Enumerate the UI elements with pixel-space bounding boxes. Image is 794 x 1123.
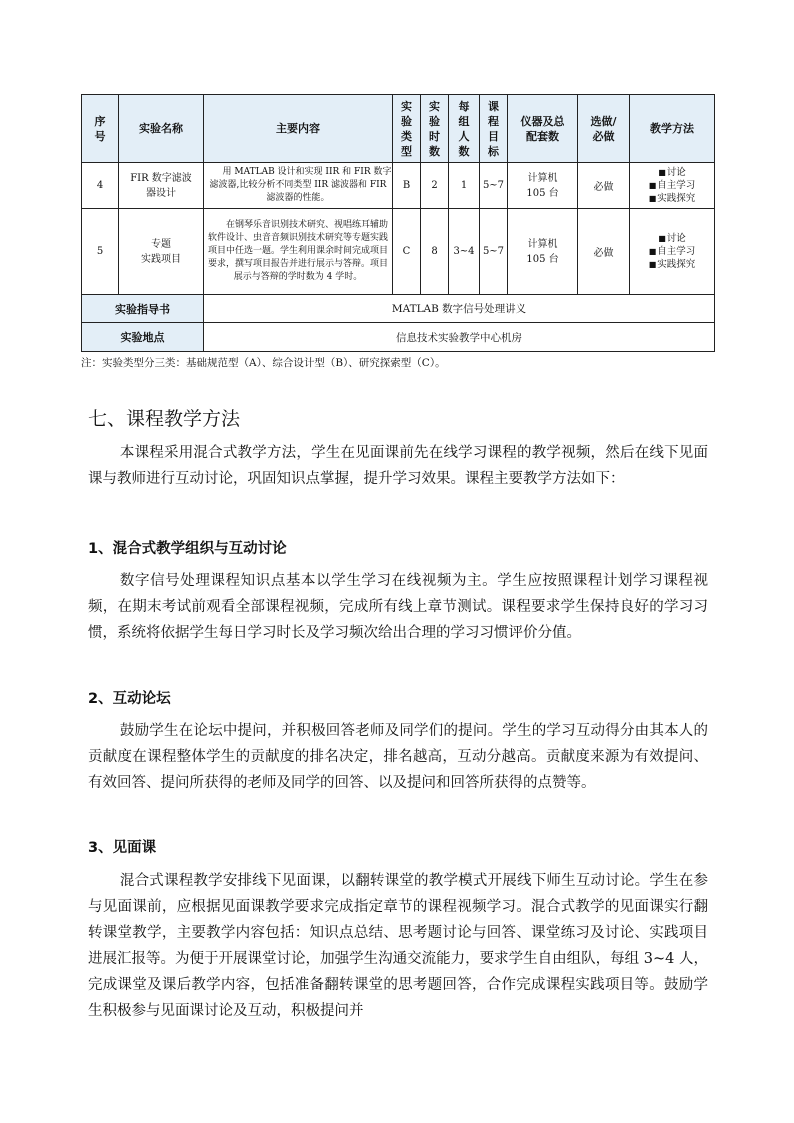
location-label: 实验地点 xyxy=(82,323,204,352)
header-method: 教学方法 xyxy=(630,95,715,163)
cell-seq: 5 xyxy=(82,209,119,295)
cell-per-group: 3~4 xyxy=(449,209,480,295)
method-item: ■ 自主学习 xyxy=(630,245,714,258)
guide-label: 实验指导书 xyxy=(82,295,204,323)
subsection-paragraph: 数字信号处理课程知识点基本以学生学习在线视频为主。学生应按照课程计划学习课程视频，在期末考试前观看全部课程视频，完成所有线上章节测试。课程要求学生保持良好的学习习惯，系统将依据学生每日学习时长及学习频次给出合理的学习习惯评价分值。 xyxy=(88,573,708,641)
method-item: ■ 自主学习 xyxy=(630,179,714,192)
cell-required: 必做 xyxy=(578,209,630,295)
cell-required: 必做 xyxy=(578,163,630,209)
method-item: ■ 实践探究 xyxy=(630,192,714,205)
equipment-line: 105 台 xyxy=(526,253,559,265)
cell-name xyxy=(119,209,204,295)
cell-hours: 2 xyxy=(421,163,449,209)
cell-hours: 8 xyxy=(421,209,449,295)
table-row xyxy=(82,209,715,295)
cell-target: 5~7 xyxy=(480,163,508,209)
subsection-title: 2、互动论坛 xyxy=(88,691,171,707)
equipment-line: 计算机 xyxy=(527,238,558,250)
method-item: ■ 讨论 xyxy=(630,232,714,245)
header-target: 课程目标 xyxy=(480,95,508,163)
header-name: 实验名称 xyxy=(119,95,204,163)
location-value: 信息技术实验教学中心机房 xyxy=(204,323,715,352)
header-per-group: 每组人数 xyxy=(449,95,480,163)
equipment-line: 计算机 xyxy=(527,172,558,184)
cell-type: B xyxy=(393,163,421,209)
table-header-row xyxy=(82,95,715,163)
subsection-title: 1、混合式教学组织与互动讨论 xyxy=(88,541,287,557)
guide-row xyxy=(82,295,715,323)
location-row xyxy=(82,323,715,352)
experiment-table xyxy=(81,94,715,352)
header-required: 选做/必做 xyxy=(578,95,630,163)
cell-target: 5~7 xyxy=(480,209,508,295)
header-equipment: 仪器及总配套数 xyxy=(508,95,578,163)
section-title: 七、课程教学方法 xyxy=(88,408,241,430)
header-type: 实验类型 xyxy=(393,95,421,163)
method-item: ■ 实践探究 xyxy=(630,258,714,271)
cell-per-group: 1 xyxy=(449,163,480,209)
header-seq: 序号 xyxy=(82,95,119,163)
cell-content: 在钢琴乐音识别技术研究、视唱练耳辅助软件设计、虫音音频识别技术研究等专题实践项目中任选一题。学生利用课余时间完成项目要求，撰写项目报告并进行展示与答辩。项目展示与答辩的学时数为 4 学时。 xyxy=(204,209,393,295)
cell-equipment xyxy=(508,209,578,295)
table-note: 注：实验类型分三类：基础规范型（A）、综合设计型（B）、研究探索型（C）。 xyxy=(81,357,446,369)
name-line: 实践项目 xyxy=(141,253,181,265)
intro-paragraph: 本课程采用混合式教学方法，学生在见面课前先在线学习课程的教学视频，然后在线下见面课与教师进行互动讨论，巩固知识点掌握，提升学习效果。课程主要教学方法如下： xyxy=(88,445,708,487)
header-hours: 实验时数 xyxy=(421,95,449,163)
cell-type: C xyxy=(393,209,421,295)
name-line: 专题 xyxy=(151,238,171,250)
table-row xyxy=(82,163,715,209)
guide-value: MATLAB 数字信号处理讲义 xyxy=(204,295,715,323)
header-content: 主要内容 xyxy=(204,95,393,163)
method-item: ■ 讨论 xyxy=(630,166,714,179)
cell-methods xyxy=(630,163,715,209)
subsection-paragraph: 混合式课程教学安排线下见面课，以翻转课堂的教学模式开展线下师生互动讨论。学生在参与见面课前，应根据见面课教学要求完成指定章节的课程视频学习。混合式教学的见面课实行翻转课堂教学，主要教学内容包括：知识点总结、思考题讨论与回答、课堂练习及讨论、实践项目进展汇报等。为便于开展课堂讨论，加强学生沟通交流能力，要求学生自由组队，每组 3~4 人，完成课堂及课后教学内容，包括准备翻转课堂的思考题回答，合作完成课程实践项目等。鼓励学生积极参与见面课讨论及互动，积极提问并 xyxy=(88,873,708,1019)
subsection-paragraph: 鼓励学生在论坛中提问，并积极回答老师及同学们的提问。学生的学习互动得分由其本人的贡献度在课程整体学生的贡献度的排名决定，排名越高，互动分越高。贡献度来源为有效提问、有效回答、提问所获得的老师及同学的回答、以及提问和回答所获得的点赞等。 xyxy=(88,723,708,791)
cell-methods xyxy=(630,209,715,295)
cell-seq: 4 xyxy=(82,163,119,209)
cell-content: 用 MATLAB 设计和实现 IIR 和 FIR 数字滤波器,比较分析不同类型 IIR 滤波器和 FIR 滤波器的性能。 xyxy=(204,163,393,209)
equipment-line: 105 台 xyxy=(526,187,559,199)
cell-name: FIR 数字滤波器设计 xyxy=(119,163,204,209)
cell-equipment xyxy=(508,163,578,209)
subsection-title: 3、见面课 xyxy=(88,840,157,856)
